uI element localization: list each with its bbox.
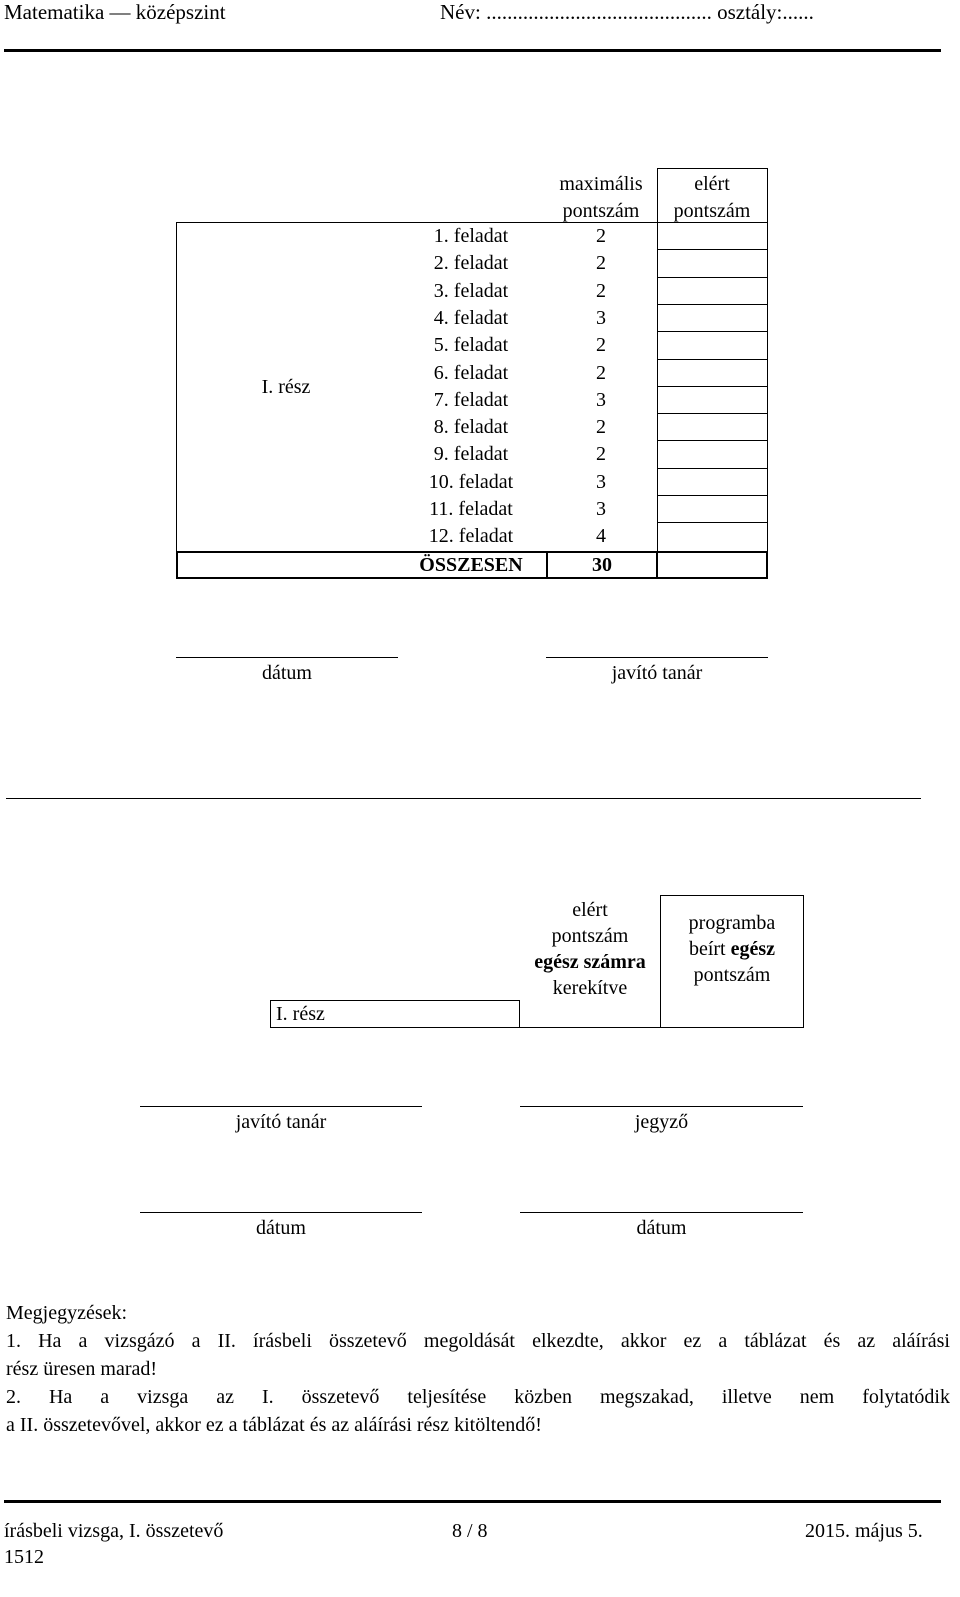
header-line: egész számra (534, 951, 646, 973)
earned-cell-border (657, 440, 768, 441)
date-signature-line (140, 1212, 422, 1213)
task-max: 3 (596, 470, 606, 493)
border (767, 168, 768, 579)
earned-cell-border (657, 468, 768, 469)
total-max: 30 (592, 554, 612, 576)
teacher-label: javító tanár (611, 662, 703, 684)
teacher-label-2: javító tanár (235, 1111, 327, 1133)
border (270, 1027, 804, 1028)
header-subject: Matematika — középszint (4, 0, 226, 24)
table-row (396, 360, 658, 387)
earned-header-line: pontszám (673, 200, 751, 222)
task-max: 2 (596, 225, 606, 247)
section-divider (6, 798, 921, 799)
task-label: 10. feladat (428, 470, 514, 493)
border (656, 551, 658, 579)
task-label: 4. feladat (433, 306, 509, 329)
task-label: 11. feladat (429, 498, 513, 520)
header-line: elért (572, 899, 608, 921)
border (660, 895, 804, 896)
table-row (396, 414, 658, 441)
table-row (396, 278, 658, 305)
header-line: programba (688, 912, 776, 934)
date-label: dátum (262, 662, 312, 684)
table-row (396, 387, 658, 414)
task-max: 3 (596, 306, 606, 329)
note-2-line-2: a II. összetevővel, akkor ez a táblázat és az aláírási rész kitöltendő! (6, 1414, 542, 1436)
task-max: 2 (596, 252, 606, 275)
earned-cell-border (657, 277, 768, 278)
border (657, 168, 768, 169)
task-label: 3. feladat (433, 279, 509, 302)
task-max: 2 (596, 443, 606, 466)
footer-code: 1512 (4, 1546, 44, 1568)
section-label: I. rész (261, 375, 311, 398)
footer-date: 2015. május 5. (805, 1520, 923, 1542)
total-label: ÖSSZESEN (419, 554, 523, 576)
entered-score-header (661, 910, 803, 988)
border (519, 1000, 520, 1028)
earned-cell-border (657, 304, 768, 305)
border (766, 551, 768, 579)
earned-header-line: elért (694, 173, 730, 195)
table-row (396, 332, 658, 359)
notary-label: jegyző (634, 1111, 689, 1133)
date-left-label: dátum (256, 1217, 306, 1239)
max-header-line: pontszám (562, 200, 640, 222)
earned-cell-border (657, 413, 768, 414)
table-row (396, 496, 658, 523)
task-label: 7. feladat (433, 388, 509, 411)
border (270, 1000, 271, 1028)
earned-cell-border (657, 359, 768, 360)
task-label: 6. feladat (433, 361, 509, 384)
earned-cell-border (657, 249, 768, 250)
task-max: 2 (596, 416, 606, 439)
task-max: 2 (596, 334, 606, 357)
task-label: 5. feladat (433, 334, 509, 357)
task-label: 9. feladat (433, 443, 509, 466)
earned-cell-border (657, 331, 768, 332)
footer-page: 8 / 8 (452, 1520, 488, 1542)
header-word-bold: egész (730, 938, 776, 960)
table-row (396, 305, 658, 332)
earned-cell-border (657, 386, 768, 387)
task-max: 2 (596, 279, 606, 302)
border (176, 577, 768, 579)
max-header-line: maximális (559, 173, 643, 195)
note-1-line-1: 1. Ha a vizsgázó a II. írásbeli összetevő megoldását elkezdte, akkor ez a táblázat és az aláírási (6, 1330, 950, 1352)
header-line: pontszám (551, 925, 629, 947)
header-line: pontszám (693, 964, 771, 986)
table-row (396, 250, 658, 277)
task-max: 3 (596, 388, 606, 411)
table-row (396, 223, 658, 250)
header-name-field: Név: ........................................... osztály:...... (440, 0, 814, 24)
notes-title: Megjegyzések: (6, 1302, 128, 1324)
table-row (396, 523, 658, 550)
note-2-line-1: 2. Ha a vizsga az I. összetevő teljesítése közben megszakad, illetve nem folytatódik (6, 1386, 950, 1408)
border (803, 895, 804, 1028)
header-word: beírt (688, 938, 726, 960)
note-1-line-2: rész üresen marad! (6, 1358, 158, 1380)
table-row (396, 441, 658, 468)
header-line: kerekítve (552, 977, 628, 999)
notes (6, 1299, 950, 1439)
border (176, 551, 178, 579)
task-max: 2 (596, 361, 606, 384)
task-label: 2. feladat (433, 252, 509, 275)
task-label: 1. feladat (433, 225, 509, 247)
task-max: 3 (596, 498, 606, 520)
notary-signature-line (520, 1106, 803, 1107)
task-max: 4 (596, 525, 606, 548)
teacher-signature-line (546, 657, 768, 658)
date-right-label: dátum (636, 1217, 687, 1239)
footer-rule (4, 1500, 941, 1503)
task-label: 8. feladat (433, 416, 509, 439)
teacher-signature-line (140, 1106, 422, 1107)
footer-left: írásbeli vizsga, I. összetevő (4, 1520, 224, 1542)
earned-score-header (657, 171, 767, 225)
task-label: 12. feladat (428, 525, 514, 548)
date-signature-line (520, 1212, 803, 1213)
table-row (396, 469, 658, 496)
date-signature-line (176, 657, 398, 658)
section-label-2: I. rész (276, 1003, 325, 1025)
header-rule (4, 49, 941, 52)
border (270, 1000, 520, 1001)
max-score-header (546, 171, 656, 225)
earned-cell-border (657, 522, 768, 523)
earned-cell-border (657, 495, 768, 496)
earned-rounded-header (520, 897, 660, 1001)
earned-cell-border (657, 222, 768, 223)
